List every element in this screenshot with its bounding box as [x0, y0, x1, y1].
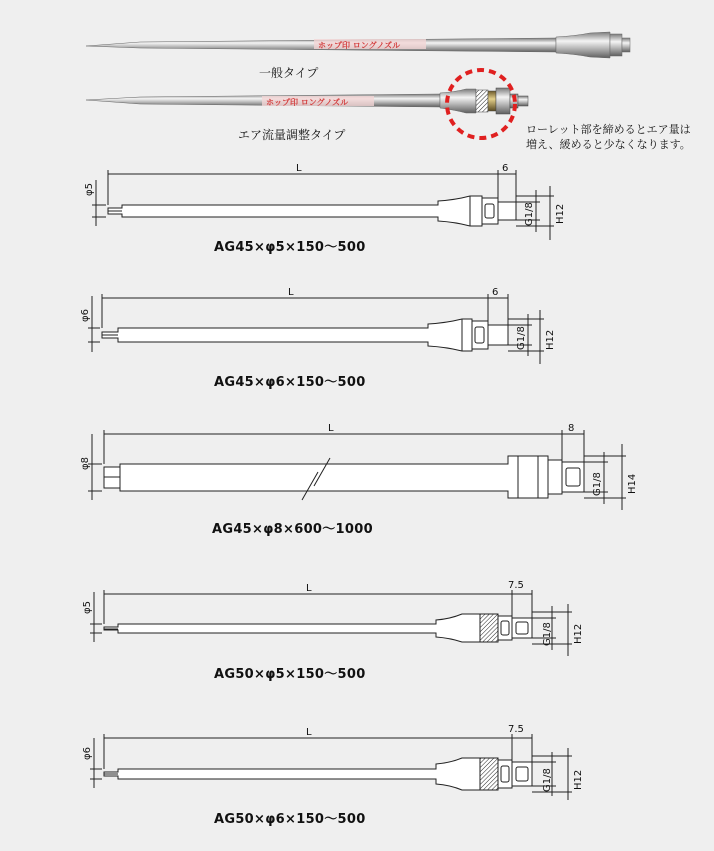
hex-label-3: H14 [627, 473, 638, 494]
length-label-4: L [306, 583, 312, 594]
caption-adjustable: エア流量調整タイプ [238, 128, 346, 142]
length-label-5: L [306, 727, 312, 738]
tip-label-3: 8 [568, 423, 575, 434]
knurl-note: ローレット部を締めるとエア量は 増え、緩めると少なくなります。 [526, 123, 691, 151]
hex-label-4: H12 [573, 623, 584, 644]
tip-label-1: 6 [502, 163, 509, 174]
diameter-label-4: φ5 [82, 601, 93, 614]
thread-label-2: G1/8 [516, 326, 527, 350]
brand-label-general: ホップ印 ロングノズル [318, 41, 401, 50]
tip-label-2: 6 [492, 287, 499, 298]
drawing-5 [90, 734, 572, 800]
hex-label-2: H12 [545, 329, 556, 350]
drawing-4 [90, 590, 572, 656]
tip-label-4: 7.5 [508, 580, 524, 591]
thread-label-3: G1/8 [592, 472, 603, 496]
thread-label-5: G1/8 [542, 768, 553, 792]
caption-general: 一般タイプ [259, 66, 319, 80]
drawing-2 [88, 294, 544, 364]
diameter-label-1: φ5 [84, 183, 95, 196]
model-label-3: AG45×φ8×600～1000 [212, 522, 373, 537]
hex-label-5: H12 [573, 769, 584, 790]
diameter-label-2: φ6 [80, 309, 91, 322]
model-label-4: AG50×φ5×150～500 [214, 667, 366, 682]
diameter-label-3: φ8 [80, 457, 91, 470]
drawing-3 [88, 430, 626, 510]
brand-label-adjustable: ホップ印 ロングノズル [266, 98, 349, 107]
tip-label-5: 7.5 [508, 724, 524, 735]
model-label-1: AG45×φ5×150～500 [214, 240, 366, 255]
thread-label-1: G1/8 [524, 202, 535, 226]
model-label-2: AG45×φ6×150～500 [214, 375, 366, 390]
thread-label-4: G1/8 [542, 622, 553, 646]
drawing-1 [92, 170, 554, 240]
length-label-3: L [328, 423, 334, 434]
length-label-2: L [288, 287, 294, 298]
hex-label-1: H12 [555, 203, 566, 224]
length-label-1: L [296, 163, 302, 174]
model-label-5: AG50×φ6×150～500 [214, 812, 366, 827]
diameter-label-5: φ6 [82, 747, 93, 760]
